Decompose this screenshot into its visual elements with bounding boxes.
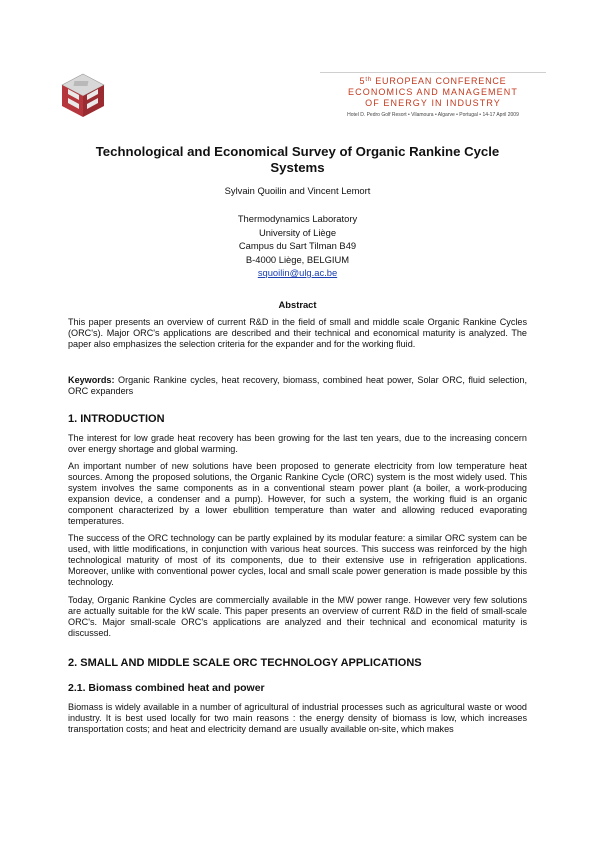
conference-line-3: OF ENERGY IN INDUSTRY (365, 98, 501, 108)
section-2-1-paragraph: Biomass is widely available in a number of agricultural of industrial processes such as agricultural waste or wood industry. It is best used locally for two main reasons : the energy density of biomass is low, which increases transportation costs; and heat and electricity demand are usually available on-site, which makes (68, 702, 527, 735)
paper-title: Technological and Economical Survey of Organic Rankine Cycle Systems (95, 144, 500, 175)
conference-line-2: ECONOMICS AND MANAGEMENT (348, 87, 518, 97)
conference-cube-logo-icon (60, 72, 106, 118)
section-1-heading: 1. INTRODUCTION (68, 413, 165, 425)
intro-paragraph-2: An important number of new solutions have been proposed to generate electricity from low temperature heat sources. Among the proposed solutions, the Organic Rankine Cycle (ORC) system is the most widely used. This system involves the same components as in a conventional steam power plant (a boiler, a work-producing expansion device, a condenser and a pump). However, for such a system, the working fluid is an organic component characterized by a lower ebullition temperature than water and allowing reduced evaporating temperatures. (68, 461, 527, 527)
affiliation: Thermodynamics Laboratory University of Liège Campus du Sart Tilman B49 B-4000 Liège, BELGIUM squoilin@ulg.ac.be (237, 213, 358, 278)
header-rule (320, 72, 546, 73)
section-2-1-heading: 2.1. Biomass combined heat and power (68, 682, 265, 694)
conference-venue: Hotel D. Pedro Golf Resort • Vilamoura • Algarve • Portugal • 14-17 April 2009 (347, 112, 519, 118)
keywords: Keywords: Organic Rankine cycles, heat recovery, biomass, combined heat power, Solar ORC, fluid selection, ORC expanders (68, 375, 527, 397)
conference-line-1: 5th EUROPEAN CONFERENCE (359, 76, 507, 86)
abstract-heading: Abstract (278, 299, 317, 310)
authors: Sylvain Quoilin and Vincent Lemort (224, 185, 371, 196)
conference-header (320, 72, 546, 122)
intro-paragraph-1: The interest for low grade heat recovery has been growing for the last ten years, due to the increasing concern over energy shortage and global warming. (68, 433, 527, 455)
intro-paragraph-4: Today, Organic Rankine Cycles are commercially available in the MW power range. However very few solutions are actually suitable for the kW scale. This paper presents an overview of current R&D in the field of small-scale ORC's. Major small-scale ORC's applications are analyzed and their technical and economical maturity is discussed. (68, 595, 527, 639)
intro-paragraph-3: The success of the ORC technology can be partly explained by its modular feature: a similar ORC system can be used, with little modifications, in conjunction with various heat sources. This success was reinforced by the high technological maturity of most of its components, due to their extensive use in refrigeration applications. Moreover, unlike with conventional power cycles, local and small scale power generation is made possible by this technology. (68, 533, 527, 588)
abstract-text: This paper presents an overview of current R&D in the field of small and middle scale Organic Rankine Cycles (ORC's). Major ORC's applications are described and their technical and economical maturity is analyzed. The paper also emphasizes the selection criteria for the expander and for the working fluid. (68, 317, 527, 350)
section-2-heading: 2. SMALL AND MIDDLE SCALE ORC TECHNOLOGY APPLICATIONS (68, 657, 422, 669)
email-link[interactable]: squoilin@ulg.ac.be (257, 267, 338, 278)
